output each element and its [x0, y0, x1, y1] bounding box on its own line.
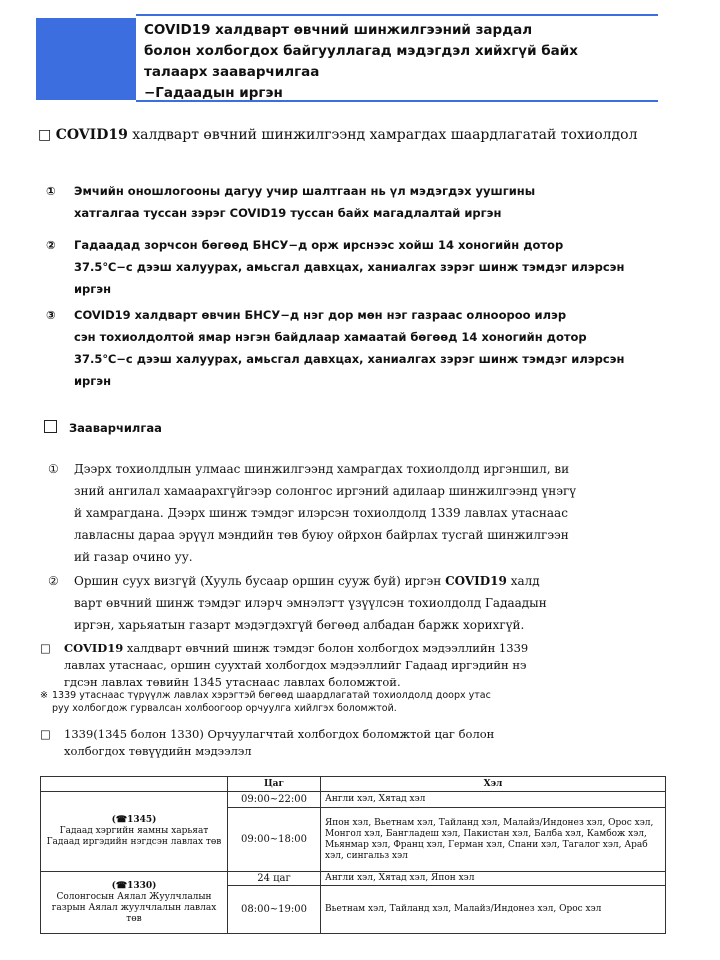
time-cell: 24 цаг — [228, 872, 321, 886]
item-text-bold: COVID19 — [445, 574, 507, 588]
section-box-icon: □ — [38, 127, 52, 143]
case-item-3 — [46, 304, 668, 392]
item-text-post: халд варт өвчний шинж тэмдэг илэрч эмнэлэгт үзүүлсэн тохиолдолд Гадаадын иргэн, харьяатын газарт мэдэгдэхгүй бөгөөд албадан баржк хорихгүй. — [74, 574, 547, 632]
language-cell: Вьетнам хэл, Тайланд хэл, Малайз/Индонез хэл, Орос хэл — [321, 886, 666, 934]
table-header-time: Цаг — [228, 777, 321, 792]
header-color-block — [36, 18, 136, 100]
item-text: Эмчийн оношлогооны дагуу учир шалтгаан нь үл мэдэгдэх уушгины хатгалгаа туссан зэрэг COVID19 туссан байх магадлалтай иргэн — [74, 184, 536, 220]
time-cell: 08:00~19:00 — [228, 886, 321, 934]
item-text: Гадаадад зорчсон бөгөөд БНСУ−д орж ирснээс хойш 14 хоногийн дотор 37.5℃−с дээш халуурах, амьсгал давхцах, ханиалгах зэрэг шинж тэмдэг илэрсэн иргэн — [74, 238, 625, 296]
reference-mark-icon: ※ — [40, 690, 48, 701]
table-header-cell — [41, 777, 228, 792]
guidance-item-2 — [48, 570, 668, 636]
note-bold: COVID19 — [64, 641, 124, 655]
section-cases-heading — [38, 124, 678, 146]
section-title-bold: COVID19 — [55, 127, 128, 143]
phone-number: (☎1345) — [111, 815, 157, 825]
time-cell: 09:00~22:00 — [228, 792, 321, 808]
item-number: ① — [48, 462, 59, 476]
table-row — [41, 792, 666, 808]
language-cell: Япон хэл, Вьетнам хэл, Тайланд хэл, Малайз/Индонез хэл, Орос хэл, Монгол хэл, Бангладеш хэл, Пакистан хэл, Балба хэл, Камбож хэл, Мьянмар хэл, Франц хэл, Герман хэл, Спани хэл, Тагалог хэл, Араб хэл, сингальз хэл — [321, 808, 666, 872]
org-cell-1345 — [41, 792, 228, 872]
item-text-pre: Оршин суух визгүй (Хууль бусаар оршин сууж буй) иргэн — [74, 574, 446, 588]
item-number: ③ — [46, 308, 56, 322]
time-cell: 09:00~18:00 — [228, 808, 321, 872]
item-number: ① — [46, 184, 56, 198]
header-top-rule — [136, 14, 658, 16]
reference-text: 1339 утаснаас түрүүлж лавлах хэрэгтэй бөгөөд шаардлагатай тохиолдолд доорх утас руу холбогдож гурвалсан холбоогоор орчуулга хийлгэх боломжтой. — [52, 690, 491, 714]
note-box-icon: □ — [40, 727, 51, 741]
org-name: Гадаад хэргийн яамны харьяат Гадаад иргэдийн нэгдсэн лавлах төв — [46, 826, 222, 847]
reference-note — [40, 689, 666, 715]
table-header-row — [41, 777, 666, 792]
section-box-icon — [44, 420, 57, 433]
document-header — [36, 14, 658, 102]
note-box-icon: □ — [40, 641, 51, 655]
language-cell: Англи хэл, Хятад хэл, Япон хэл — [321, 872, 666, 886]
guidance-item-1 — [48, 458, 668, 568]
table-header-language: Хэл — [321, 777, 666, 792]
note-text — [64, 640, 666, 691]
org-cell-1330 — [41, 872, 228, 934]
interpreter-note — [40, 726, 666, 760]
item-text: Дээрх тохиолдлын улмаас шинжилгээнд хамрагдах тохиолдолд иргэншил, ви зний ангилал хамаарахгүйгээр солонгос иргэний адилаар шинжилгээнд үнэгү й хамрагдана. Дээрх шинж тэмдэг илэрсэн тохиолдолд 1339 лавлах утаснаас лавласны дараа эрүүл мэндийн төв буюу ойрхон байрлах тусгай шинжилгээн ий газар очино уу. — [74, 462, 577, 564]
section-title-rest: халдварт өвчний шинжилгээнд хамрагдах шаардлагатай тохиолдол — [127, 127, 638, 143]
section-title: Зааварчилгаа — [69, 421, 162, 435]
note-rest: халдварт өвчний шинж тэмдэг болон холбогдох мэдээллийн 1339 лавлах утаснаас, оршин суухтай холбогдох мэдээллийг Гадаад иргэдийн нэ гдсэн лавлах төвийн 1345 утаснаас лавлах боломжтой. — [64, 641, 529, 689]
phone-number: (☎1330) — [111, 880, 157, 891]
item-text: COVID19 халдварт өвчин БНСУ−д нэг дор мөн нэг газраас олноороо илэр сэн тохиолдолтой ямар нэгэн байдлаар хамаатай бөгөөд 14 хоногийн дотор 37.5℃−с дээш халуурах, амьсгал давхцах, ханиалгах зэрэг шинж тэмдэг илэрсэн иргэн — [74, 308, 625, 388]
item-number: ② — [46, 238, 56, 252]
case-item-1 — [46, 180, 668, 224]
language-cell: Англи хэл, Хятад хэл — [321, 792, 666, 808]
item-text — [74, 570, 668, 636]
table-row — [41, 872, 666, 886]
item-number: ② — [48, 574, 59, 588]
section-guidance-heading — [44, 420, 162, 435]
contact-note — [40, 640, 666, 691]
document-title: COVID19 халдварт өвчний шинжилгээний зардал болон холбогдох байгууллагад мэдэгдэл хийхгүй байх талаарх зааварчилгаа −Гадаадын иргэн — [144, 22, 578, 101]
interpreter-table — [40, 776, 666, 934]
org-name: Солонгосын Аялал Жуулчлалын газрын Аялал жуулчлалын лавлах төв — [51, 891, 217, 924]
note-text: 1339(1345 болон 1330) Орчуулагчтай холбогдох боломжтой цаг болон холбогдох төвүүдийн мэдээлэл — [64, 727, 495, 758]
case-item-2 — [46, 234, 668, 300]
